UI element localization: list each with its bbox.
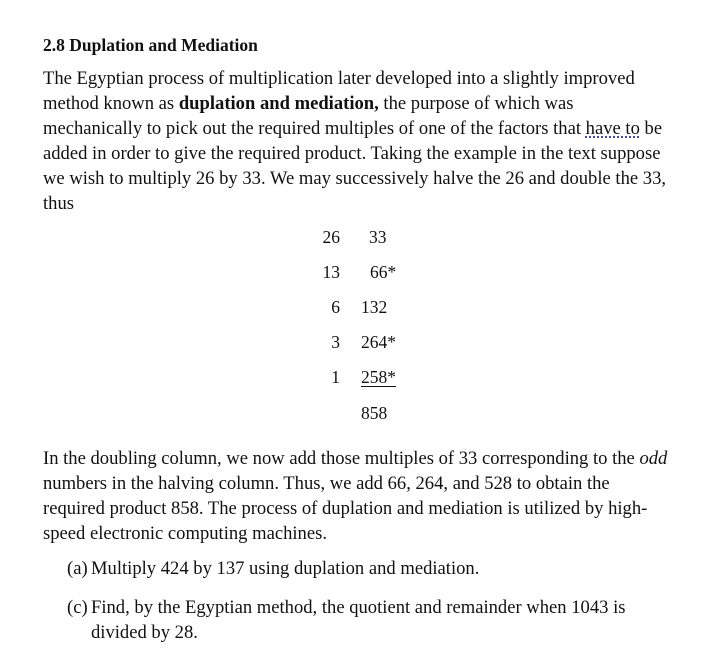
doubling-value: 33 bbox=[369, 227, 387, 247]
exercise-text: Find, by the Egyptian method, the quotient and remainder when 1043 is divided by 28. bbox=[91, 597, 626, 643]
exercise-item bbox=[43, 595, 668, 645]
halving-value: 26 bbox=[322, 227, 340, 247]
doubling-value: 258* bbox=[361, 367, 396, 387]
section-heading: 2.8 Duplation and Mediation bbox=[43, 35, 258, 55]
dotted-phrase: have to bbox=[585, 118, 640, 139]
intro-text-3: be added in order to give the required product. Taking the example in the text suppose we wish to multiply 26 by 33. We may successively halve the 26 and double the 33, thus bbox=[43, 118, 667, 214]
table-row bbox=[43, 260, 668, 284]
table-row bbox=[43, 330, 668, 354]
doubling-value: 132 bbox=[361, 297, 388, 317]
intro-text-2: the purpose of which was mechanically to pick out the required multiples of one of the factors that bbox=[43, 93, 586, 139]
table-row bbox=[43, 365, 668, 389]
italic-word: odd bbox=[639, 448, 668, 469]
halving-value: 13 bbox=[322, 262, 340, 282]
halving-value: 6 bbox=[331, 297, 340, 317]
halving-doubling-table bbox=[43, 225, 668, 443]
explanation-text-1: In the doubling column, we now add those multiples of 33 corresponding to the bbox=[43, 448, 640, 469]
exercise-label: (a) bbox=[67, 558, 88, 579]
bold-term: duplation and mediation, bbox=[178, 93, 379, 114]
intro-paragraph bbox=[43, 66, 668, 216]
exercise-label: (c) bbox=[67, 597, 88, 618]
doubling-value: 264* bbox=[361, 332, 396, 352]
explanation-text-2: numbers in the halving column. Thus, we add 66, 264, and 528 to obtain the required product 858. The process of duplation and mediation is utilized by high-speed electronic computing machines. bbox=[43, 473, 648, 544]
doubling-value: 66* bbox=[370, 262, 397, 282]
exercise-text: Multiply 424 by 137 using duplation and mediation. bbox=[91, 558, 480, 579]
halving-value: 3 bbox=[331, 332, 340, 352]
table-total-row bbox=[43, 401, 668, 425]
document-body bbox=[43, 34, 668, 645]
table-row bbox=[43, 295, 668, 319]
explanation-paragraph bbox=[43, 446, 668, 546]
table-row bbox=[43, 225, 668, 249]
exercise-item bbox=[43, 556, 668, 581]
halving-value: 1 bbox=[331, 367, 340, 387]
product-total: 858 bbox=[361, 403, 388, 423]
intro-text-1: The Egyptian process of multiplication later developed into a slightly improved method known as bbox=[43, 68, 635, 114]
